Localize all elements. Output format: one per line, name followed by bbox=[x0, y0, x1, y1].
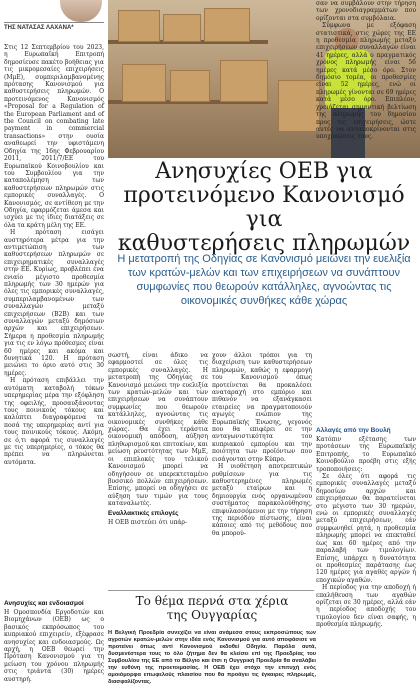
paragraph: Στις 12 Σεπτεμβρίου του 2023, η Ευρωπαϊκή Επιτροπή δημοσίευσε πακέτο βοήθειας για τις μικρομεσαίες επιχειρήσεις (ΜμΕ), συμπεριλαμβανομένης πρότασης Κανονισμού για καθυστερήσεις πληρωμών. Ο προτεινόμενος Κανονισμός «Proposal for a Regulation of the European Parliament and of the Council on combating late payment in commercial transactions» στην ουσία αναθεωρεί την υφιστάμενη Οδηγία της 16ης Φεβρουαρίου 2011, 2011/7/ΕΕ του Ευρωπαϊκού Κοινοβουλίου και του Συμβουλίου για την καταπολέμηση των καθυστερήσεων πληρωμών στις εμπορικές συναλλαγές. Ο Κανονισμός, σε αντίθεση με την Οδηγία, εφαρμόζεται άμεσα και ισχύει με τις ίδιες διατάξεις σε όλα τα κράτη μέλη της ΕΕ. bbox=[4, 44, 104, 229]
box-title bbox=[108, 594, 316, 622]
author-byline: ΤΗΣ ΝΑΤΑΣΑΣ ΛΑΧΑΝΑ* bbox=[4, 22, 104, 31]
box-divider bbox=[108, 590, 314, 591]
headline bbox=[108, 160, 420, 256]
article-column-1-bottom bbox=[4, 598, 104, 683]
section-heading: Εναλλακτικές επιλογές bbox=[108, 509, 179, 517]
paragraph: Σύμφωνα με εξόφαση στατιστικά, στις χώρες της ΕΕ η προθεσμία πληρωμής μεταξύ επιχειρήσεων συναλλαγών είναι 41 ημέρες, αλλά ο πραγματικός χρόνος πληρωμής είναι 56 ημέρες κατά μέσο όρο. Στον δημόσιο τομέα, οι προθεσμίες είναι 52 ημέρες, ενώ οι πληρωμές γίνονται σε 69 ημέρες κατά μέσο όρο. Επιπλέον, χρειάζεται σημαντική βελτίωση της πληρωμής του δημοσίου προς τις επιχειρήσεις, ώστε αυτές να ανταποκρίνονται στις υποχρεώσεις τους. bbox=[316, 22, 416, 141]
subheadline: Η μετατροπή της Οδηγίας σε Κανονισμό μειώνει την ευελιξία των κρατών-μελών και των επιχειρήσεων να συνάπτουν συμφωνίες που θεωρούν κατάλληλες, αγνοώντας τις οικονομικές συνθήκες κάθε χώρας bbox=[117, 253, 411, 307]
paragraph: Η περίοδος για την αποδοχή ή επαλήθευση των αγαθών ορίζεται σε 30 ημέρες, αλλά εάν η περίοδος αποδοχής του τιμολογίου δεν είναι σαφής, η προθεσμία πληρωμής. bbox=[316, 584, 416, 629]
headline-line-2: προτεινόμενο Κανονισμό για bbox=[123, 183, 405, 232]
headline-line-3: καθυστερήσεις πληρωμών bbox=[117, 231, 411, 256]
paragraph: Η πρόταση επιβάλλει την αυτόματη καταβολή τόκων υπερημερίας μέρα την εξόφληση της οφειλής, προσαυξάνοντας τους ποινικούς τόκους και καλύπτει διαγραφόμενα τα ποσά της υπερημερίας αντί για τους ποινικούς τόκους. Ακόμη, σε ό,τι αφορά τις συναλλαγές με τις υπερημερίες, ο τόκος θα πρέπει να πληρώνεται αυτόματα. bbox=[4, 377, 104, 466]
paragraph: σωστή, είναι άδικο να εφαρμοστεί σε όλες τις εμπορικές συναλλαγές. Η μετατροπή της Οδηγίας σε Κανονισμό μειώνει την ευελιξία των κρατών-μελών και των επιχειρήσεων να συνάπτουν συμφωνίες που θεωρούν κατάλληλες, αγνοώντας τις οικονομικές συνθήκες κάθε χώρας. Θα έχει τεράστια οικονομική απόδοση, αύξηση πληθωρισμού και επιτοκίων, και μείωση ρευστότητας των ΜμΕ, οι επιπλοκές του τελικού Κανονισμού μπορεί να οδηγήσουν σε υπερεκτεταμένο βυσσικό πολλών επιχειρήσεων. Επίσης, μπορεί να οδηγήσει σε αύξηση των τιμών για τους καταναλωτές. bbox=[108, 352, 208, 508]
paragraph: Η πρόταση εισάγει αυστηρότερα μέτρα για την αντιμετώπιση των καθυστερήσεων πληρωμών σε επιχειρηματικές συναλλαγές στην ΕΕ. Κυρίως, προβλέπει ένα ενιαίο μέγιστο προθεσμία πληρωμής των 30 ημερών για όλες τις εμπορικές συναλλαγές, συμπεριλαμβανομένων των συναλλαγών μεταξύ επιχειρήσεων (B2B) και των συναλλαγών μεταξύ δημόσιων αρχών και επιχειρήσεων. Σήμερα η προθεσμία πληρωμής για τις εν λόγω πρόθεσμες είναι 60 ημέρες και ακόμα και δυνητικά 120. Η πρόταση μειώνει το όριο αυτό στις 30 ημέρες. bbox=[4, 229, 104, 377]
section-heading: Αλλαγές από την Βουλή bbox=[316, 427, 391, 434]
box-title-line-1: Το θέμα περνά στα χέρια bbox=[135, 594, 289, 608]
paragraph: χουν άλλοι τρόποι για τη διαχείριση των καθυστερήσεων πληρωμών, καθώς η εφαρμογή του Κανονισμού όπως προτείνεται θα προκαλέσει αναταραχή στο εμπόριο και πιθανόν να εξανάγκασει εταιρείες να πραγματοποιούν αγωγές ενώπιον της Ευρωπαϊκής Ένωσης, γεγονός που θα επιφέρει σε την ανταγωνιστικότητα του κυπριακού εμπορίου και την ποιότητα των προϊόντων που εισάγονται στην Κύπρο. bbox=[212, 352, 312, 463]
section-heading: Ανησυχίες και ενδοιασμοί bbox=[4, 600, 84, 607]
author-photo bbox=[60, 0, 102, 22]
article-column-2 bbox=[108, 352, 208, 526]
paragraph: Η Ομοσπονδία Εργοδοτών και Βιομηχάνων (ΟΕΒ) ως ο βασικός εκπρόσωπος του κυπριακού επιχειρείν, εξέφρασε ανησυχίες και ενδοιασμούς. Ως αρχή, η ΟΕΒ θεωρεί την Πρόταση Κανονισμού για τη μείωση του χρόνου πληρωμής στις τριάντα (30) ημέρες αυστηρή. bbox=[4, 609, 104, 683]
paragraph: σαν να συμβάλουν στην τήρηση των χρονοδιαγραμμάτων που ορίζονται στα συμβόλαια. bbox=[316, 0, 416, 22]
article-column-4 bbox=[316, 0, 416, 141]
box-text: Η Βελγική Προεδρία συνεχίζει να είναι ανάμεσα στους εκπροσώπους των αγροτών κρατών-μελών στην ιδέα ενός Κανονισμού για αυτό αποφάσισε να προτείνει όπως αντί Κανονισμού εκδοθεί Οδηγία. Παρόλα αυτά, δυσμενέστερα τους το όλο ζήτημα δεν θα κλείσει επί της Προεδρίας του Συμβουλίου της ΕΕ από το Βέλγιο και έτσι η Ουγγρική Προεδρία θα αναλάβει την ευθύνη της προετοιμασίας. Η ΟΕΒ έχει στόχο την επιτυχή ενός ομοιόμορφα επωφελούς πλαισίου που θα προάγει τις έγκαιρες πληρωμές, διασφαλίζοντας. bbox=[108, 630, 316, 685]
headline-line-1: Ανησυχίες ΟΕΒ για bbox=[155, 159, 373, 184]
paragraph: Σε όλες ότι αφορά τις εμπορικές συναλλαγές μεταξύ δημοσίων αρχών και επιχειρήσεων θα παρατείνεται στο μέγιστο των 30 ημερών, ενώ οι εμπορικές συναλλαγές μεταξύ επιχειρήσεων, εάν συμφωνηθεί ρητά, η προθεσμία πληρωμής μπορεί να επεκταθεί έως και 60 ημέρες από την παραλαβή των τιμολογίων. Επίσης, υπάρχει η δυνατότητα οι προθεσμίες παράτασης έως 120 ημέρες για αγαθές αργών ή εποχικών αγαθών. bbox=[316, 473, 416, 584]
paragraph: Η ΟΕΒ πιστεύει ότι υπάρ- bbox=[108, 518, 187, 526]
article-column-4-bottom bbox=[316, 425, 416, 629]
article-column-1 bbox=[4, 44, 104, 466]
article-column-3 bbox=[212, 352, 312, 537]
box-title-line-2: της Ουγγαρίας bbox=[166, 608, 258, 622]
paragraph: Κατόπιν εξέτασης των προτάσεων της Ευρωπαϊκής Επιτροπής, το Ευρωπαϊκό Κοινοβούλιο προέβη στις εξής τροποποιήσεις: bbox=[316, 436, 416, 473]
paragraph: Η υιοθέτηση αποτρεπτικών ρυθμίσεων για τις καθυστερημένες πληρωμές μεταξύ εταίρων και η δημιουργία ενός οργανωμένου συστήματος παρακολούθησης, επιφυλασσόμενοι με την τήρηση της περιόδου πίστωσης, είναι κάποιες από τις μεθόδους που θα μπορού- bbox=[212, 463, 312, 537]
